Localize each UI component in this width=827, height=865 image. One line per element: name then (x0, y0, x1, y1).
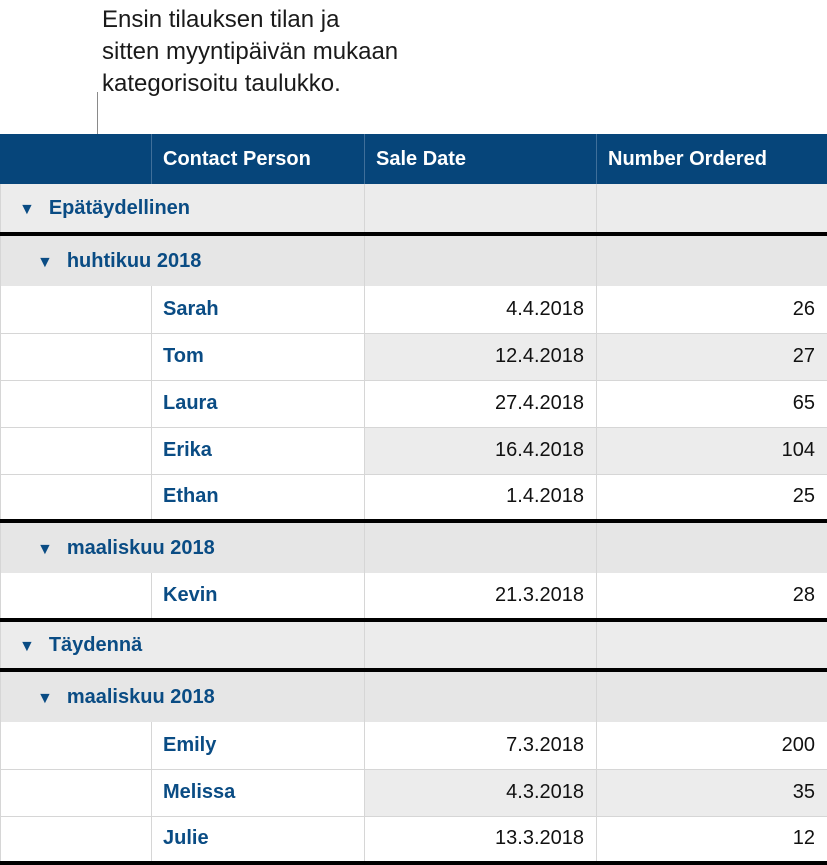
table-row[interactable] (1, 333, 827, 380)
number-ordered-cell[interactable]: 27 (597, 333, 827, 380)
empty-cell (1, 722, 152, 769)
group-cell (365, 620, 597, 670)
number-ordered-cell[interactable]: 12 (597, 816, 827, 863)
table-row[interactable] (1, 816, 827, 863)
empty-cell (1, 573, 152, 620)
subgroup-label[interactable] (1, 234, 365, 286)
group-row-complete[interactable] (1, 620, 827, 670)
empty-cell (1, 816, 152, 863)
subgroup-cell (365, 670, 597, 722)
sale-date-cell[interactable]: 13.3.2018 (365, 816, 597, 863)
group-label-text: Epätäydellinen (49, 197, 190, 219)
table-row[interactable] (1, 769, 827, 816)
contact-person-cell[interactable]: Kevin (152, 573, 365, 620)
disclosure-triangle-icon[interactable]: ▼ (37, 541, 53, 559)
header-cell-number-ordered[interactable]: Number Ordered (597, 134, 827, 184)
callout-text (102, 4, 522, 100)
subgroup-cell (365, 521, 597, 573)
group-cell (365, 184, 597, 234)
empty-cell (1, 333, 152, 380)
group-cell (597, 184, 827, 234)
subgroup-label[interactable] (1, 521, 365, 573)
contact-person-cell[interactable]: Tom (152, 333, 365, 380)
header-cell-sale-date[interactable]: Sale Date (365, 134, 597, 184)
group-row-incomplete[interactable] (1, 184, 827, 234)
sale-date-cell[interactable]: 12.4.2018 (365, 333, 597, 380)
number-ordered-cell[interactable]: 26 (597, 286, 827, 333)
sale-date-cell[interactable]: 4.3.2018 (365, 769, 597, 816)
empty-cell (1, 427, 152, 474)
empty-cell (1, 380, 152, 427)
sale-date-cell[interactable]: 4.4.2018 (365, 286, 597, 333)
table-row[interactable] (1, 380, 827, 427)
sale-date-cell[interactable]: 7.3.2018 (365, 722, 597, 769)
subgroup-cell (597, 670, 827, 722)
header-cell-category[interactable] (1, 134, 152, 184)
header-cell-contact-person[interactable]: Contact Person (152, 134, 365, 184)
contact-person-cell[interactable]: Erika (152, 427, 365, 474)
group-label[interactable] (1, 184, 365, 234)
categorized-table (0, 134, 827, 865)
table-row[interactable] (1, 286, 827, 333)
contact-person-cell[interactable]: Laura (152, 380, 365, 427)
table-row[interactable] (1, 573, 827, 620)
contact-person-cell[interactable]: Sarah (152, 286, 365, 333)
contact-person-cell[interactable]: Ethan (152, 474, 365, 521)
number-ordered-cell[interactable]: 35 (597, 769, 827, 816)
number-ordered-cell[interactable]: 25 (597, 474, 827, 521)
group-cell (597, 620, 827, 670)
empty-cell (1, 474, 152, 521)
sale-date-cell[interactable]: 21.3.2018 (365, 573, 597, 620)
number-ordered-cell[interactable]: 65 (597, 380, 827, 427)
table-row[interactable] (1, 722, 827, 769)
subgroup-label[interactable] (1, 670, 365, 722)
subgroup-label-text: maaliskuu 2018 (67, 537, 215, 559)
callout-line-3: kategorisoitu taulukko. (102, 68, 522, 100)
contact-person-cell[interactable]: Julie (152, 816, 365, 863)
disclosure-triangle-icon[interactable]: ▼ (37, 254, 53, 272)
empty-cell (1, 286, 152, 333)
subgroup-cell (597, 521, 827, 573)
sale-date-cell[interactable]: 27.4.2018 (365, 380, 597, 427)
subgroup-cell (597, 234, 827, 286)
subgroup-row-march-2018[interactable] (1, 670, 827, 722)
header-row (1, 134, 827, 184)
subgroup-label-text: huhtikuu 2018 (67, 250, 201, 272)
subgroup-row-march-2018[interactable] (1, 521, 827, 573)
subgroup-row-april-2018[interactable] (1, 234, 827, 286)
disclosure-triangle-icon[interactable]: ▼ (37, 690, 53, 708)
table-row[interactable] (1, 427, 827, 474)
number-ordered-cell[interactable]: 28 (597, 573, 827, 620)
sale-date-cell[interactable]: 16.4.2018 (365, 427, 597, 474)
subgroup-cell (365, 234, 597, 286)
table-row[interactable] (1, 474, 827, 521)
subgroup-label-text: maaliskuu 2018 (67, 686, 215, 708)
empty-cell (1, 769, 152, 816)
callout-line-1: Ensin tilauksen tilan ja (102, 4, 522, 36)
group-label-text: Täydennä (49, 634, 142, 656)
callout-line-2: sitten myyntipäivän mukaan (102, 36, 522, 68)
disclosure-triangle-icon[interactable]: ▼ (19, 638, 35, 656)
sale-date-cell[interactable]: 1.4.2018 (365, 474, 597, 521)
disclosure-triangle-icon[interactable]: ▼ (19, 201, 35, 219)
contact-person-cell[interactable]: Melissa (152, 769, 365, 816)
number-ordered-cell[interactable]: 200 (597, 722, 827, 769)
contact-person-cell[interactable]: Emily (152, 722, 365, 769)
group-label[interactable] (1, 620, 365, 670)
number-ordered-cell[interactable]: 104 (597, 427, 827, 474)
